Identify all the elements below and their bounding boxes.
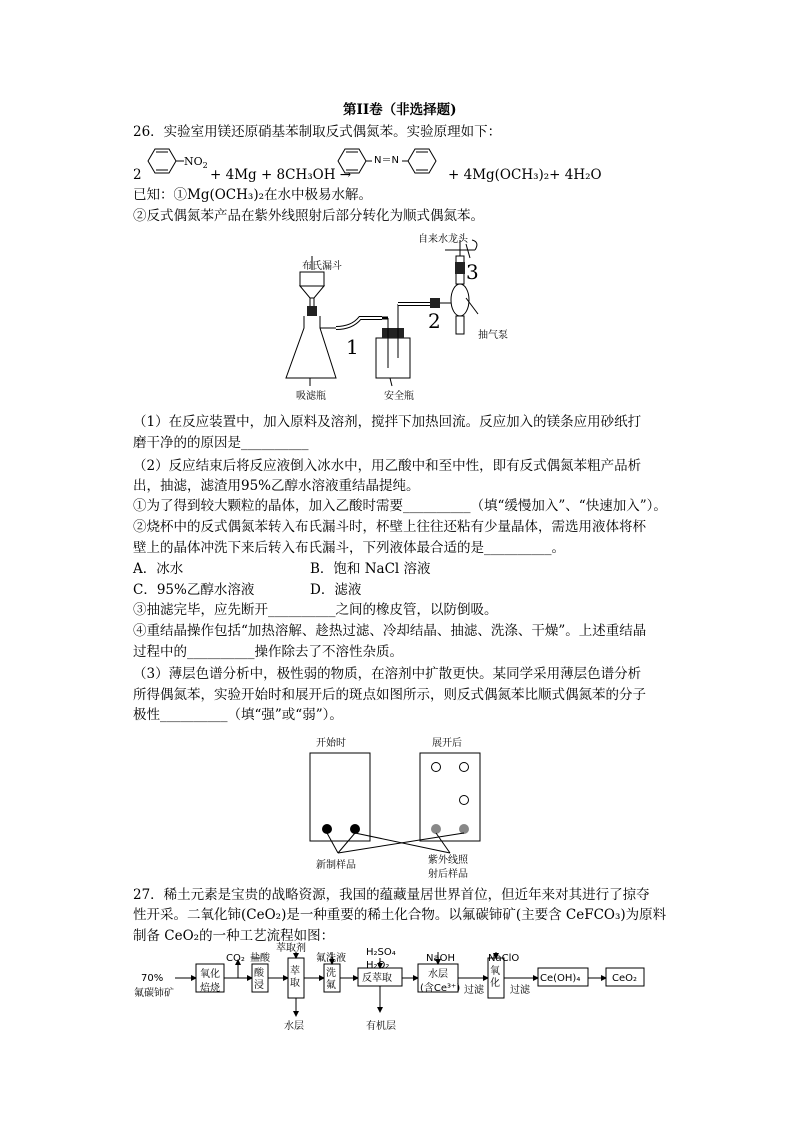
flow-start-ore: 氟碳铈矿	[134, 988, 174, 999]
q27-line2: 性开采。二氧化铈(CeO₂)是一种重要的稀土化合物。以氟碳铈矿(主要含 CeFCO₃)为原料	[133, 907, 667, 923]
flow-box-ceoh4: Ce(OH)₄	[540, 973, 581, 984]
section-title: 第II卷（非选择题)	[343, 102, 457, 118]
part2-sub2-line1: ②烧杯中的反式偶氮苯转入布氏漏斗时，杯壁上往往还粘有少量晶体，需选用液体将杯	[133, 519, 646, 535]
eq-reactants: + 4Mg + 8CH₃OH →	[210, 167, 352, 183]
part3-line3: 极性__________（填“强”或“弱”）。	[133, 707, 343, 723]
flow-hcl: 盐酸	[250, 953, 270, 964]
part2-sub4-line2: 过程中的__________操作除去了不溶性杂质。	[133, 644, 403, 660]
azo-group-label: N＝N	[374, 155, 399, 166]
option-c: C．95%乙醇水溶液	[133, 582, 255, 598]
flow-box-oxidize: 氧化	[200, 969, 220, 980]
flow-box-oxidize-2: 氧化	[490, 966, 500, 989]
known-2: ②反式偶氮苯产品在紫外线照射后部分转化为顺式偶氮苯。	[133, 208, 484, 224]
tlc-label-uv1: 紫外线照	[428, 855, 468, 866]
option-d: D．滤液	[310, 582, 362, 598]
eq-coefficient: 2	[133, 167, 142, 183]
q27-line3: 制备 CeO₂的一种工艺流程如图：	[133, 928, 335, 944]
flow-co2: CO₂	[226, 953, 245, 964]
part2-sub4-line1: ④重结晶操作包括“加热溶解、趁热过滤、冷却结晶、抽滤、洗涤、干燥”。上述重结晶	[133, 623, 647, 639]
part2-sub1: ①为了得到较大颗粒的晶体，加入乙酸时需要__________（填“缓慢加入”、“快速加入”）。	[133, 498, 667, 514]
tlc-label-after: 展开后	[432, 738, 462, 749]
label-safety-bottle: 安全瓶	[384, 391, 414, 402]
tlc-label-uv2: 射后样品	[428, 869, 468, 880]
flow-box-roast: 焙烧	[200, 983, 220, 994]
no2-label: $NO_2$	[184, 155, 208, 171]
part1-line2: 磨干净的的原因是__________	[133, 435, 309, 451]
flow-naoh: NaOH	[426, 953, 455, 964]
label-faucet: 自来水龙头	[418, 234, 468, 245]
flow-box-acid-leach: 酸浸	[254, 968, 264, 991]
suction-filtration-apparatus	[280, 228, 530, 408]
flow-h2so4: H₂SO₄	[366, 947, 396, 958]
label-filter-flask: 吸滤瓶	[296, 391, 326, 402]
part3-line1: （3）薄层色谱分析中，极性弱的物质，在溶剂中扩散更快。某同学采用薄层色谱分析	[133, 666, 642, 682]
label-aspirator: 抽气泵	[478, 330, 508, 341]
tlc-diagram	[300, 745, 510, 875]
flow-box-water-layer: 水层	[428, 969, 448, 980]
flow-water-layer-1: 水层	[284, 1021, 304, 1032]
flow-filter-1: 过滤	[464, 985, 484, 996]
label-2: 2	[428, 309, 441, 333]
flow-naclo: NaClO	[488, 953, 520, 964]
flow-box-extract: 萃取	[290, 966, 300, 989]
part1-line1: （1）在反应装置中，加入原料及溶剂，搅拌下加热回流。反应加入的镁条应用砂纸打	[133, 414, 642, 430]
flow-box-ce3: (含Ce³⁺)	[420, 983, 461, 994]
tlc-label-start: 开始时	[316, 738, 346, 749]
label-3: 3	[466, 260, 479, 284]
flow-box-ceo2: CeO₂	[612, 973, 638, 984]
flow-box-back-extract: 反萃取	[362, 973, 392, 984]
label-1: 1	[346, 335, 359, 359]
flow-box-fluoride-wash: 洗氟	[326, 968, 336, 991]
flow-extractant: 萃取剂	[276, 943, 306, 954]
option-b: B．饱和 NaCl 溶液	[310, 561, 431, 577]
part2-line1: （2）反应结束后将反应液倒入冰水中，用乙酸中和至中性，即有反式偶氮苯粗产品析	[133, 458, 642, 474]
part2-sub3: ③抽滤完毕，应先断开__________之间的橡皮管，以防倒吸。	[133, 602, 498, 618]
part2-line2: 出，抽滤，滤渣用95%乙醇水溶液重结晶提纯。	[133, 478, 420, 494]
part3-line2: 所得偶氮苯，实验开始时和展开后的斑点如图所示，则反式偶氮苯比顺式偶氮苯的分子	[133, 687, 646, 703]
known-1: 已知：①Mg(OCH₃)₂在水中极易水解。	[133, 187, 372, 203]
part2-sub2-line2: 壁上的晶体冲洗下来后转入布氏漏斗，下列液体最合适的是__________。	[133, 540, 565, 556]
flow-start-percent: 70%	[141, 973, 164, 984]
flow-filter-2: 过滤	[510, 985, 530, 996]
option-a: A．冰水	[133, 561, 184, 577]
q26-intro: 26．实验室用镁还原硝基苯制取反式偶氮苯。实验原理如下：	[133, 124, 502, 140]
label-buchner-funnel: 布氏漏斗	[302, 261, 342, 272]
flow-h2o2: H₂O₂	[366, 960, 390, 971]
flow-fluoride-wash: 氟洗液	[316, 953, 346, 964]
q27-line1: 27．稀土元素是宝贵的战略资源，我国的蕴藏量居世界首位，但近年来对其进行了掠夺	[133, 887, 650, 903]
tlc-label-fresh: 新制样品	[316, 860, 356, 871]
flow-organic-layer: 有机层	[366, 1021, 396, 1032]
eq-products: + 4Mg(OCH₃)₂+ 4H₂O	[448, 167, 602, 183]
